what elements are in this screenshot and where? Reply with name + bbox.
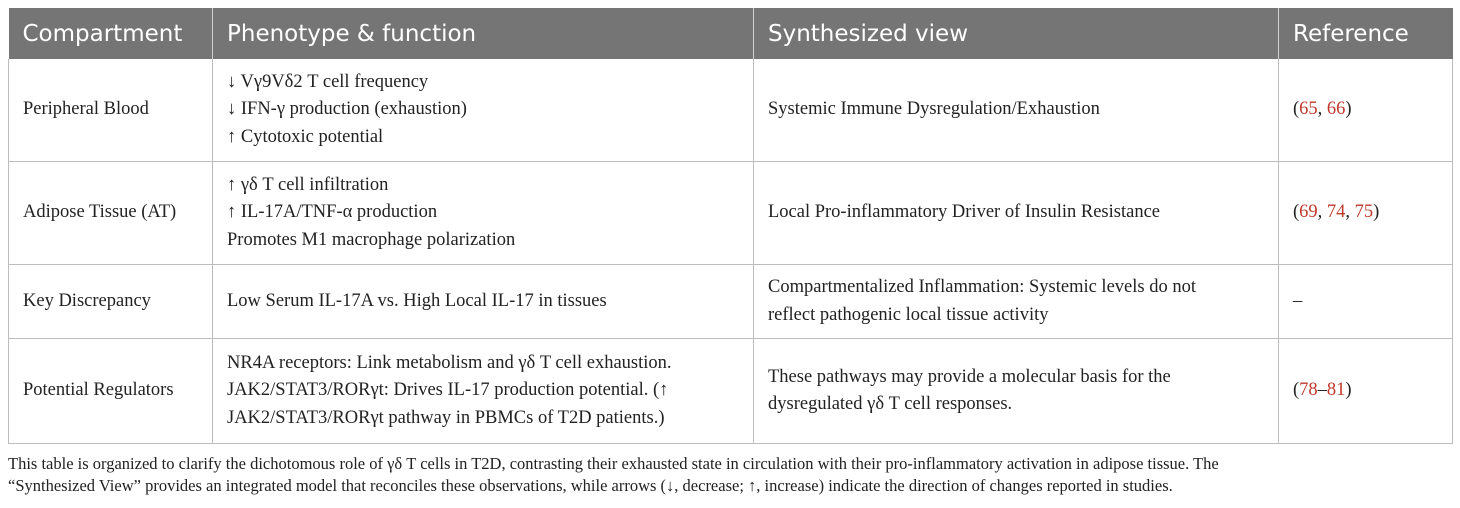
compartment-cell: Peripheral Blood xyxy=(9,59,213,162)
table-row xyxy=(9,59,1453,162)
reference-cell: (78–81) xyxy=(1279,339,1453,444)
synthesized-line: Systemic Immune Dysregulation/Exhaustion xyxy=(768,99,1100,120)
phenotype-line: JAK2/STAT3/RORγt: Drives IL-17 production potential. (↑ xyxy=(227,380,669,401)
reference-link[interactable]: 69 xyxy=(1299,202,1318,223)
reference-link[interactable]: 78 xyxy=(1299,380,1318,401)
reference-link[interactable]: 74 xyxy=(1326,202,1346,223)
reference-link[interactable]: 75 xyxy=(1354,202,1374,223)
reference-link[interactable]: 81 xyxy=(1326,380,1346,401)
header-compartment: Compartment xyxy=(9,8,213,59)
data-table xyxy=(8,8,1453,444)
synthesized-cell xyxy=(754,162,1279,265)
phenotype-line: ↓ IFN-γ production (exhaustion) xyxy=(227,99,467,120)
table-body xyxy=(9,59,1453,444)
phenotype-line: Low Serum IL-17A vs. High Local IL-17 in tissues xyxy=(227,290,607,311)
table-row xyxy=(9,265,1453,339)
phenotype-cell xyxy=(213,59,754,162)
table-header xyxy=(9,8,1453,59)
reference-link[interactable]: 66 xyxy=(1326,99,1346,120)
header-phenotype: Phenotype & function xyxy=(213,8,754,59)
table-row xyxy=(9,339,1453,444)
synthesized-cell xyxy=(754,265,1279,339)
phenotype-cell xyxy=(213,339,754,444)
reference-cell: (69, 74, 75) xyxy=(1279,162,1453,265)
phenotype-line: ↓ Vγ9Vδ2 T cell frequency xyxy=(227,71,429,92)
phenotype-line: JAK2/STAT3/RORγt pathway in PBMCs of T2D patients.) xyxy=(227,407,665,428)
synthesized-cell xyxy=(754,339,1279,444)
compartment-cell: Key Discrepancy xyxy=(9,265,213,339)
phenotype-line: ↑ Cytotoxic potential xyxy=(227,126,384,147)
synthesized-line: Local Pro-inflammatory Driver of Insulin Resistance xyxy=(768,202,1160,223)
phenotype-cell xyxy=(213,162,754,265)
footnote-line: “Synthesized View” provides an integrated model that reconciles these observations, while arrows (↓, decrease; ↑, increase) indicate the direction of changes reported in studies. xyxy=(8,476,1173,495)
table-footnote xyxy=(8,453,1452,497)
synthesized-line: reflect pathogenic local tissue activity xyxy=(768,304,1049,325)
phenotype-line: NR4A receptors: Link metabolism and γδ T cell exhaustion. xyxy=(227,352,672,373)
header-reference: Reference xyxy=(1279,8,1453,59)
footnote-line: This table is organized to clarify the dichotomous role of γδ T cells in T2D, contrasting their exhausted state in circulation with their pro-inflammatory activation in adipose tissue. The xyxy=(8,454,1219,473)
table-row xyxy=(9,162,1453,265)
synthesized-line: dysregulated γδ T cell responses. xyxy=(768,394,1013,414)
synthesized-line: These pathways may provide a molecular basis for the xyxy=(768,366,1171,387)
compartment-cell: Potential Regulators xyxy=(9,339,213,444)
phenotype-line: ↑ γδ T cell infiltration xyxy=(227,174,389,195)
synthesized-cell xyxy=(754,59,1279,162)
phenotype-line: ↑ IL-17A/TNF-α production xyxy=(227,202,438,223)
reference-link[interactable]: 65 xyxy=(1299,99,1318,120)
compartment-cell: Adipose Tissue (AT) xyxy=(9,162,213,265)
header-row xyxy=(9,8,1453,59)
header-synthesized-view: Synthesized view xyxy=(754,8,1279,59)
phenotype-cell xyxy=(213,265,754,339)
phenotype-line: Promotes M1 macrophage polarization xyxy=(227,229,516,250)
reference-cell: – xyxy=(1279,265,1453,339)
synthesized-line: Compartmentalized Inflammation: Systemic levels do not xyxy=(768,277,1196,297)
reference-cell: (65, 66) xyxy=(1279,59,1453,162)
